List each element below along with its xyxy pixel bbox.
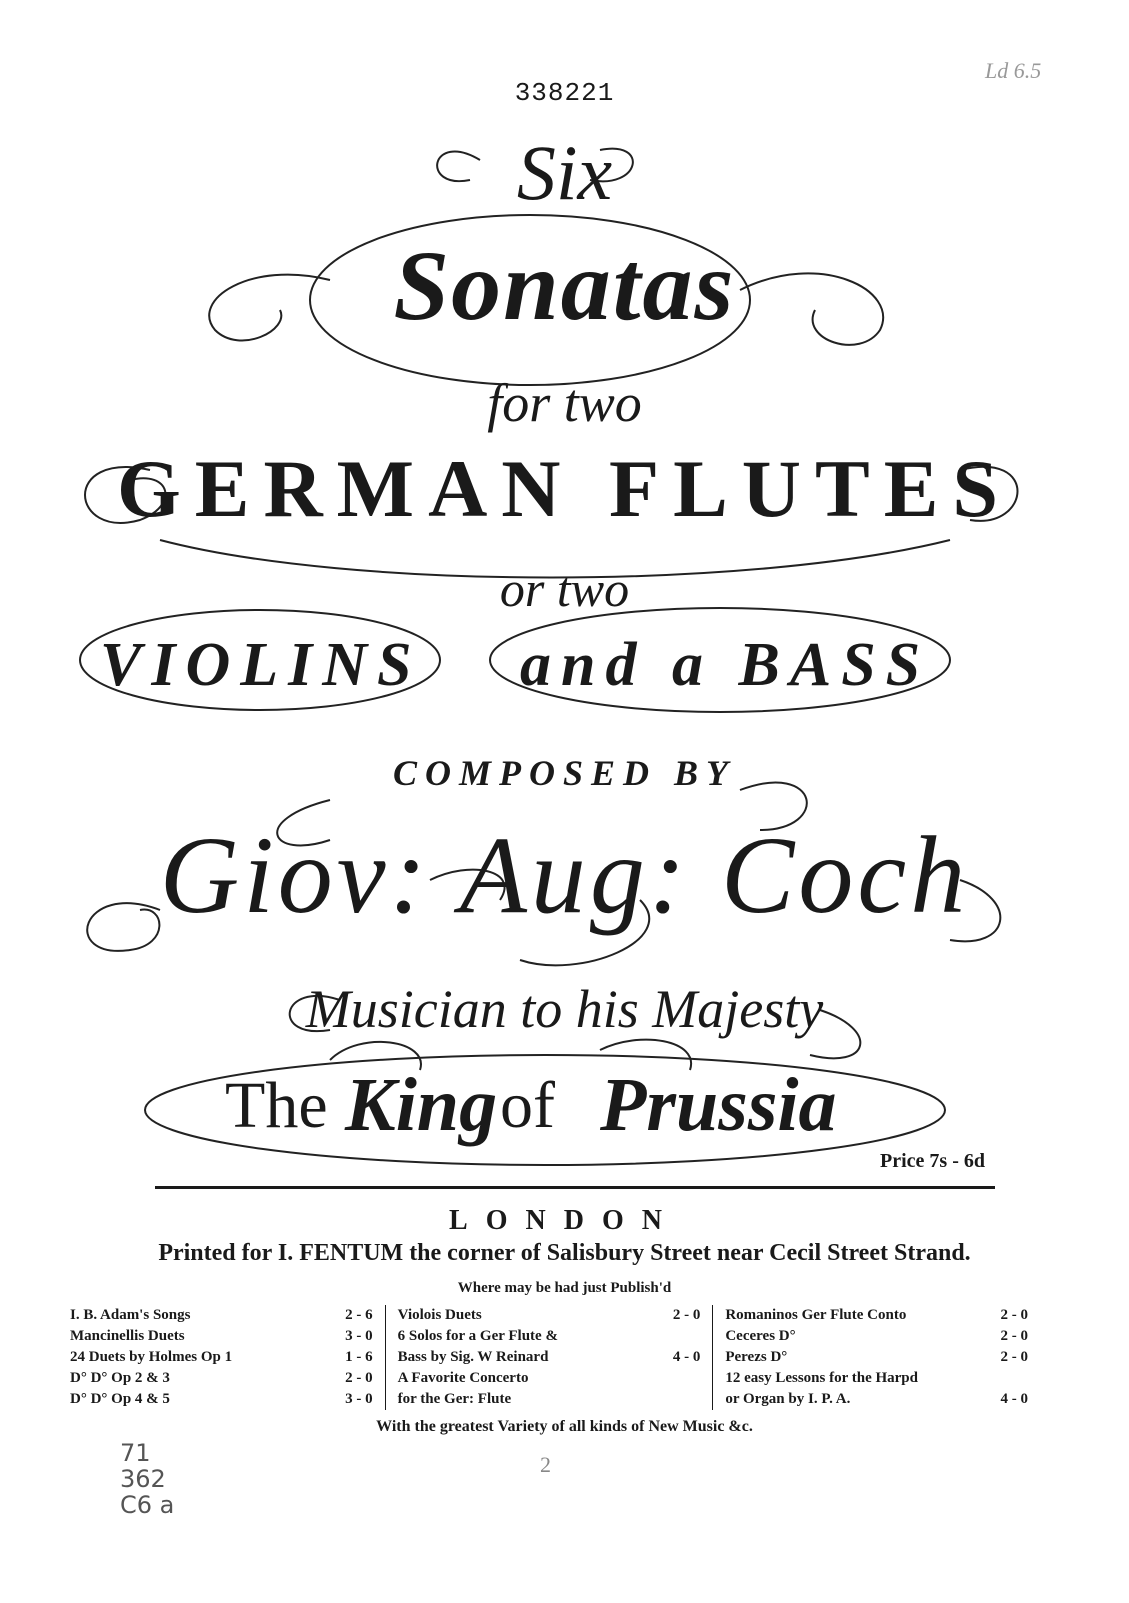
catalog-item: Romaninos Ger Flute Conto 2 - 0	[725, 1307, 1029, 1323]
title-six: Six	[516, 129, 613, 216]
catalog-item: I. B. Adam's Songs 2 - 6	[70, 1307, 373, 1323]
title-king: King	[345, 1063, 498, 1147]
publisher-catalog	[70, 1305, 1040, 1410]
catalog-item: Mancinellis Duets 3 - 0	[70, 1328, 373, 1344]
corner-handwritten-note: Ld 6.5	[985, 58, 1042, 83]
catalog-column-3	[713, 1305, 1040, 1410]
catalog-item: for the Ger: Flute	[397, 1391, 512, 1407]
catalog-column-1	[70, 1305, 386, 1410]
divider-rule	[155, 1186, 995, 1189]
catalog-item: Violois Duets 2 - 0	[397, 1307, 701, 1323]
small-pencil-mark: 2	[540, 1452, 551, 1477]
catalog-item: Bass by Sig. W Reinard 4 - 0	[397, 1349, 701, 1365]
price: Price 7s - 6d	[880, 1150, 985, 1172]
title-or-two: or two	[499, 561, 630, 617]
imprint-city: LONDON	[449, 1205, 680, 1236]
title-and-a-bass: and a BASS	[520, 631, 931, 699]
title-german-flutes: GERMAN FLUTES	[116, 443, 1012, 534]
catalog-item: Perezs D° 2 - 0	[725, 1349, 1029, 1365]
catalog-item: 6 Solos for a Ger Flute &	[397, 1328, 558, 1344]
catalog-item: D° D° Op 2 & 3 2 - 0	[70, 1370, 373, 1386]
imprint-printed-for: Printed for I. FENTUM the corner of Salisbury Street near Cecil Street Strand.	[158, 1240, 971, 1266]
catalog-item: 24 Duets by Holmes Op 1 1 - 6	[70, 1349, 373, 1365]
title-of: of	[500, 1069, 555, 1142]
imprint-where: Where may be had just Publish'd	[457, 1280, 672, 1296]
catalog-item: Ceceres D° 2 - 0	[725, 1328, 1029, 1344]
title-sonatas: Sonatas	[393, 230, 736, 341]
title-the: The	[225, 1069, 328, 1142]
catalog-item: or Organ by I. P. A. 4 - 0	[725, 1391, 1029, 1407]
plate-number: 338221	[514, 78, 615, 108]
catalog-item: 12 easy Lessons for the Harpd	[725, 1370, 918, 1386]
catalog-item: A Favorite Concerto	[397, 1370, 529, 1386]
variety-note: With the greatest Variety of all kinds of New Music &c.	[376, 1418, 753, 1435]
composed-by: COMPOSED BY	[392, 753, 737, 793]
title-prussia: Prussia	[600, 1063, 837, 1147]
composer-name: Giov: Aug: Coch	[159, 814, 970, 936]
catalog-item: D° D° Op 4 & 5 3 - 0	[70, 1391, 373, 1407]
title-for-two: for two	[487, 373, 642, 433]
catalog-column-2	[386, 1305, 714, 1410]
title-violins: VIOLINS	[100, 631, 422, 699]
library-shelfmark: 71 362 C6 a	[120, 1439, 175, 1519]
musician-line: Musician to his Majesty	[305, 979, 824, 1039]
